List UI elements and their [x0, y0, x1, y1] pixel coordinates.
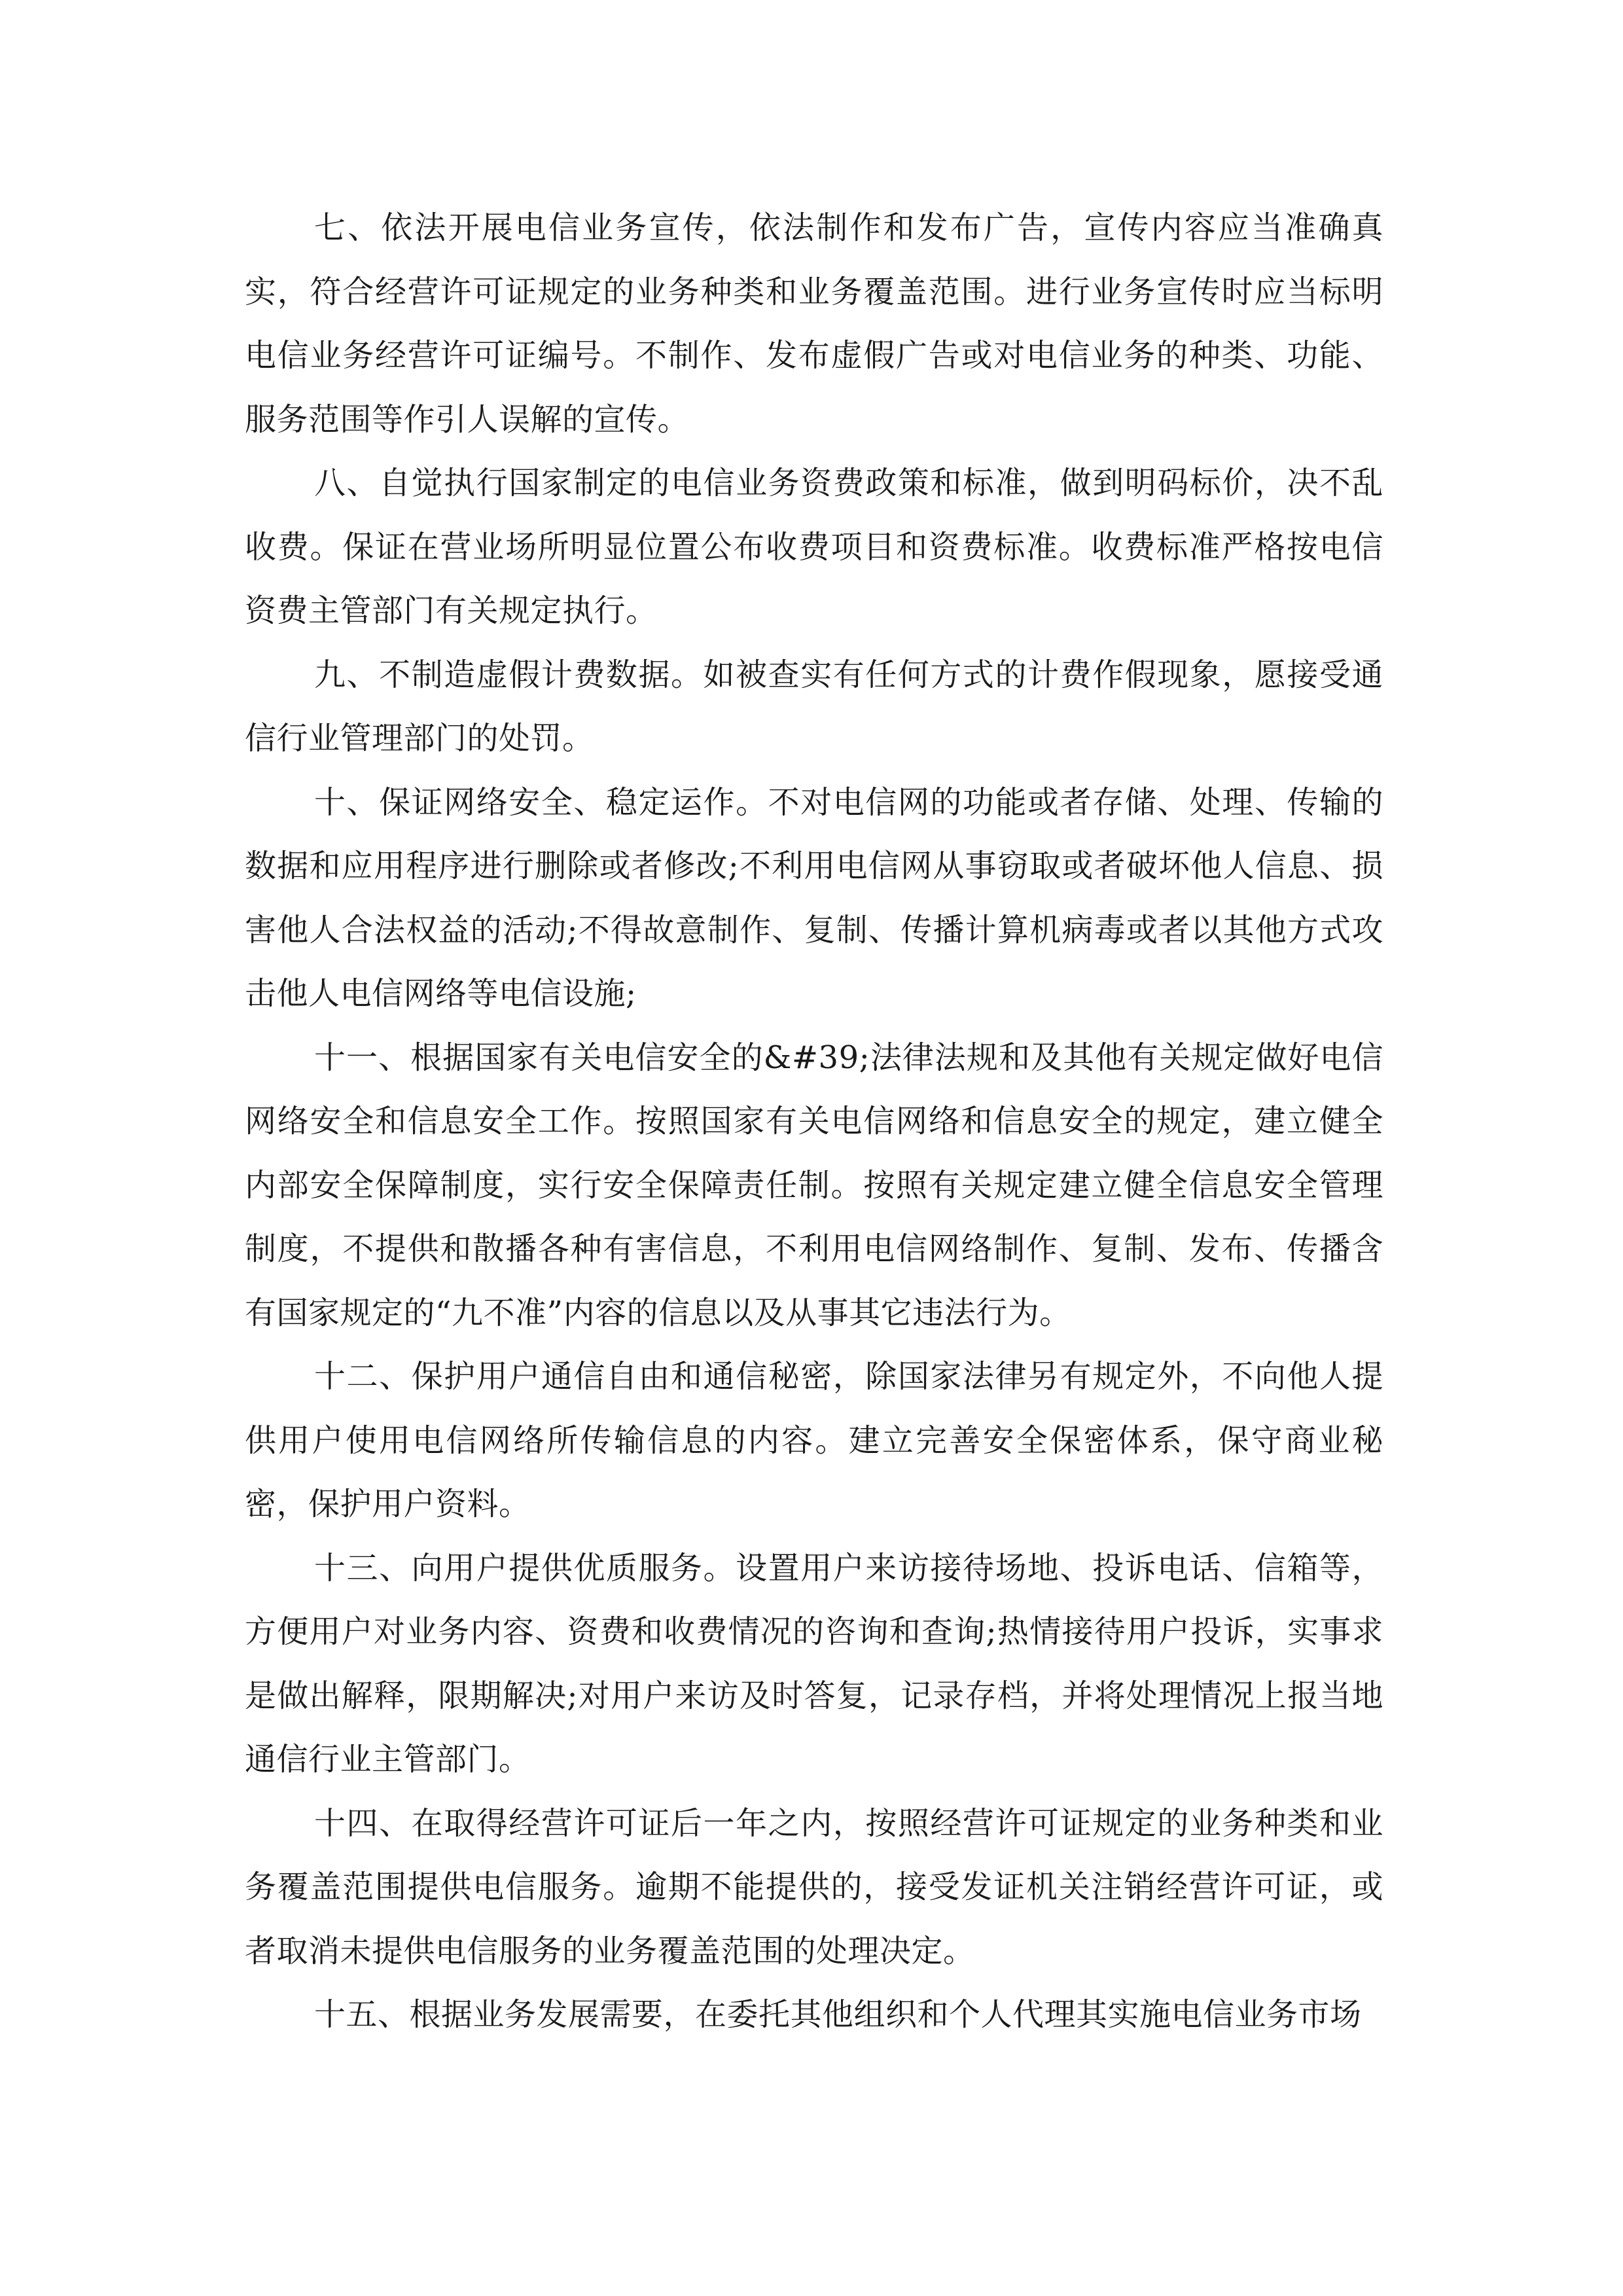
paragraph-10: 十、保证网络安全、稳定运作。不对电信网的功能或者存储、处理、传输的数据和应用程序进行删除或者修改;不利用电信网从事窃取或者破坏他人信息、损害他人合法权益的活动;不得故意制作、复制、传播计算机病毒或者以其他方式攻击他人电信网络等电信设施;: [245, 783, 1383, 1012]
paragraph-8: 八、自觉执行国家制定的电信业务资费政策和标准，做到明码标价，决不乱收费。保证在营业场所明显位置公布收费项目和资费标准。收费标准严格按电信资费主管部门有关规定执行。: [245, 465, 1383, 629]
paragraph-13: 十三、向用户提供优质服务。设置用户来访接待场地、投诉电话、信箱等，方便用户对业务内容、资费和收费情况的咨询和查询;热情接待用户投诉，实事求是做出解释，限期解决;对用户来访及时答复，记录存档，并将处理情况上报当地通信行业主管部门。: [245, 1549, 1383, 1778]
paragraph-14: 十四、在取得经营许可证后一年之内，按照经营许可证规定的业务种类和业务覆盖范围提供电信服务。逾期不能提供的，接受发证机关注销经营许可证，或者取消未提供电信服务的业务覆盖范围的处理决定。: [245, 1804, 1383, 1969]
paragraph-12: 十二、保护用户通信自由和通信秘密，除国家法律另有规定外，不向他人提供用户使用电信网络所传输信息的内容。建立完善安全保密体系，保守商业秘密，保护用户资料。: [245, 1358, 1383, 1522]
paragraph-7: 七、依法开展电信业务宣传，依法制作和发布广告，宣传内容应当准确真实，符合经营许可证规定的业务种类和业务覆盖范围。进行业务宣传时应当标明电信业务经营许可证编号。不制作、发布虚假广告或对电信业务的种类、功能、服务范围等作引人误解的宣传。: [245, 209, 1383, 438]
document-body: [245, 196, 1383, 2047]
paragraph-9: 九、不制造虚假计费数据。如被查实有任何方式的计费作假现象，愿接受通信行业管理部门的处罚。: [245, 656, 1383, 757]
paragraph-11: 十一、根据国家有关电信安全的&#39;法律法规和及其他有关规定做好电信网络安全和信息安全工作。按照国家有关电信网络和信息安全的规定，建立健全内部安全保障制度，实行安全保障责任制。按照有关规定建立健全信息安全管理制度，不提供和散播各种有害信息，不利用电信网络制作、复制、发布、传播含有国家规定的“九不准”内容的信息以及从事其它违法行为。: [245, 1039, 1383, 1331]
paragraph-15: 十五、根据业务发展需要，在委托其他组织和个人代理其实施电信业务市场: [314, 1996, 1362, 2033]
